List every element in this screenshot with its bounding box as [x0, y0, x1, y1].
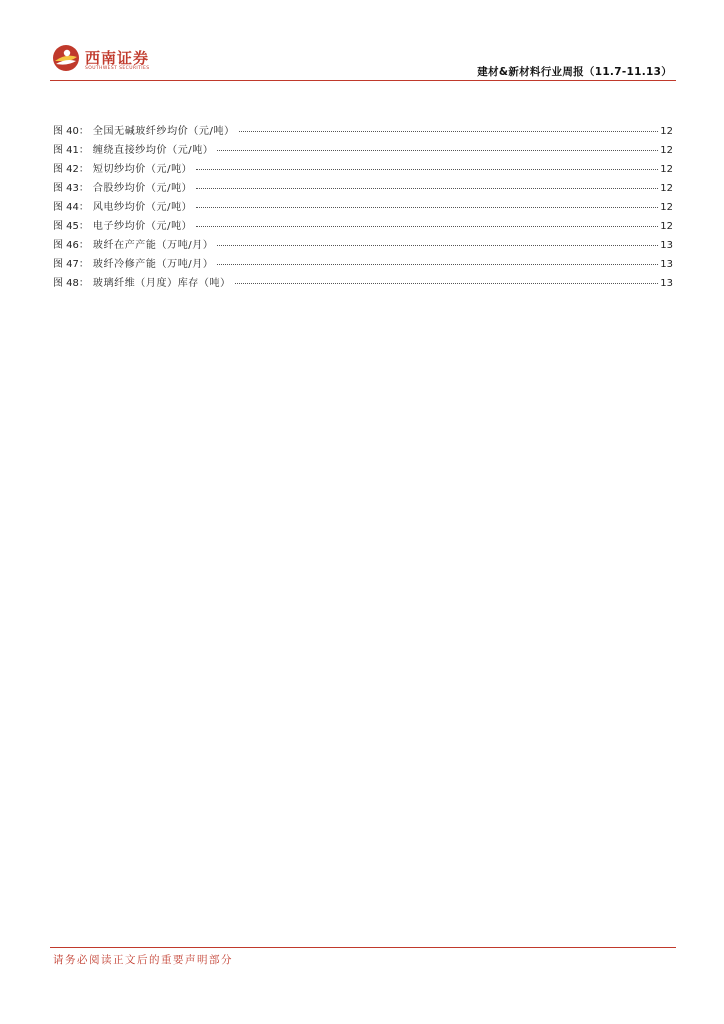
toc-figure-title: 玻纤冷修产能（万吨/月） — [92, 259, 214, 270]
toc-figure-number: 图 48： — [53, 278, 89, 289]
toc-leader-dots — [196, 188, 658, 189]
toc-page-number: 13 — [660, 240, 673, 251]
southwest-securities-logo-icon — [52, 44, 80, 72]
toc-page-number: 12 — [660, 183, 673, 194]
toc-leader-dots — [196, 226, 658, 227]
toc-page-number: 12 — [660, 145, 673, 156]
toc-figure-number: 图 47： — [53, 259, 89, 270]
toc-leader-dots — [196, 207, 658, 208]
toc-leader-dots — [217, 245, 658, 246]
toc-entry-fig-46[interactable] — [53, 236, 673, 255]
header-divider — [50, 80, 676, 81]
toc-page-number: 12 — [660, 221, 673, 232]
toc-figure-number: 图 45： — [53, 221, 89, 232]
figure-list — [53, 122, 673, 293]
toc-entry-fig-40[interactable] — [53, 122, 673, 141]
toc-page-number: 12 — [660, 202, 673, 213]
toc-figure-title: 电子纱均价（元/吨） — [92, 221, 193, 232]
toc-figure-number: 图 41： — [53, 145, 89, 156]
toc-figure-number: 图 42： — [53, 164, 89, 175]
page-header — [0, 0, 724, 82]
toc-leader-dots — [239, 131, 659, 132]
toc-leader-dots — [217, 150, 658, 151]
report-title: 建材&新材料行业周报（11.7-11.13） — [477, 66, 672, 78]
toc-figure-number: 图 46： — [53, 240, 89, 251]
toc-leader-dots — [217, 264, 658, 265]
logo-chinese-name: 西南证券 — [85, 49, 150, 67]
toc-figure-title: 玻纤在产产能（万吨/月） — [92, 240, 214, 251]
toc-leader-dots — [235, 283, 659, 284]
toc-entry-fig-47[interactable] — [53, 255, 673, 274]
toc-page-number: 13 — [660, 259, 673, 270]
toc-page-number: 12 — [660, 164, 673, 175]
company-logo — [52, 44, 162, 74]
toc-figure-title: 全国无碱玻纤纱均价（元/吨） — [92, 126, 235, 137]
logo-english-name: SOUTHWEST SECURITIES — [85, 66, 150, 71]
toc-leader-dots — [196, 169, 658, 170]
toc-entry-fig-43[interactable] — [53, 179, 673, 198]
toc-figure-number: 图 43： — [53, 183, 89, 194]
toc-figure-title: 玻璃纤维（月度）库存（吨） — [92, 278, 231, 289]
toc-entry-fig-48[interactable] — [53, 274, 673, 293]
toc-page-number: 13 — [660, 278, 673, 289]
toc-entry-fig-41[interactable] — [53, 141, 673, 160]
footer-disclaimer: 请务必阅读正文后的重要声明部分 — [53, 954, 233, 966]
toc-figure-title: 缠绕直接纱均价（元/吨） — [92, 145, 214, 156]
toc-figure-title: 风电纱均价（元/吨） — [92, 202, 193, 213]
toc-figure-number: 图 44： — [53, 202, 89, 213]
toc-entry-fig-42[interactable] — [53, 160, 673, 179]
toc-page-number: 12 — [660, 126, 673, 137]
footer-divider — [50, 947, 676, 948]
toc-entry-fig-44[interactable] — [53, 198, 673, 217]
toc-entry-fig-45[interactable] — [53, 217, 673, 236]
toc-figure-title: 合股纱均价（元/吨） — [92, 183, 193, 194]
toc-figure-title: 短切纱均价（元/吨） — [92, 164, 193, 175]
toc-figure-number: 图 40： — [53, 126, 89, 137]
